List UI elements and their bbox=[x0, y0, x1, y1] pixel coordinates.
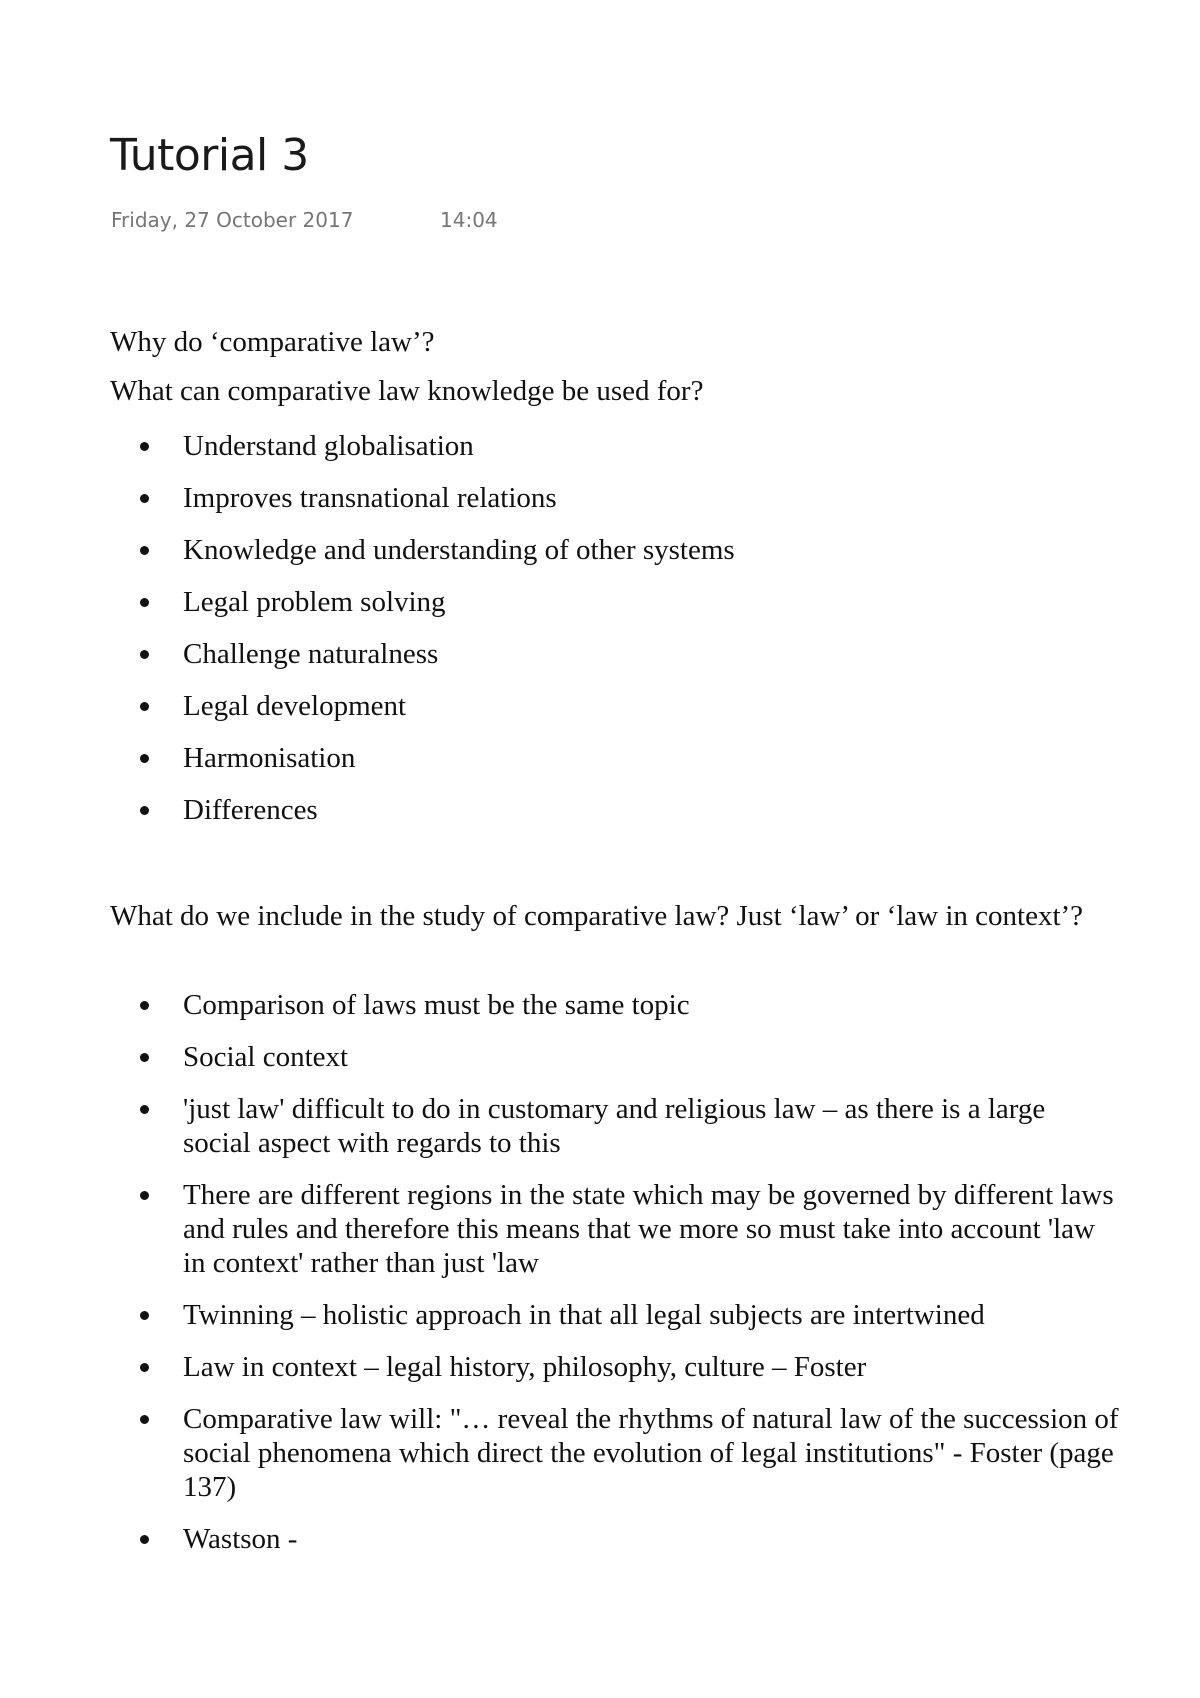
bullet-icon bbox=[140, 546, 149, 555]
bullet-icon bbox=[140, 1191, 149, 1200]
list-item bbox=[110, 1298, 1120, 1332]
list-item-text: Challenge naturalness bbox=[183, 638, 439, 670]
page-title: Tutorial 3 bbox=[110, 130, 309, 181]
list-item-text: Differences bbox=[183, 794, 318, 826]
list-item-text: Wastson - bbox=[183, 1523, 298, 1555]
list-item bbox=[110, 793, 1120, 827]
bullet-icon bbox=[140, 650, 149, 659]
list-item-text: Knowledge and understanding of other systems bbox=[183, 534, 735, 566]
bullet-icon bbox=[140, 1001, 149, 1010]
bullet-icon bbox=[140, 1311, 149, 1320]
list-item bbox=[110, 1350, 1120, 1384]
uses-bullet-list bbox=[110, 429, 1120, 845]
list-item bbox=[110, 533, 1120, 567]
list-item bbox=[110, 429, 1120, 463]
list-item bbox=[110, 1402, 1120, 1504]
bullet-icon bbox=[140, 1535, 149, 1544]
list-item bbox=[110, 741, 1120, 775]
question-uses-of-comparative-law: What can comparative law knowledge be used for? bbox=[110, 375, 704, 407]
list-item bbox=[110, 585, 1120, 619]
bullet-icon bbox=[140, 598, 149, 607]
note-time: 14:04 bbox=[440, 208, 498, 232]
bullet-icon bbox=[140, 806, 149, 815]
list-item-text: There are different regions in the state which may be governed by different laws and rules and therefore this means that we more so must take into account 'law in context' rather than just 'law bbox=[183, 1179, 1114, 1279]
list-item-text: Comparative law will: "… reveal the rhythms of natural law of the succession of social phenomena which direct the evolution of legal institutions" - Foster (page 137) bbox=[183, 1403, 1119, 1503]
question-why-comparative-law: Why do ‘comparative law’? bbox=[110, 326, 435, 358]
list-item-text: Social context bbox=[183, 1041, 349, 1073]
list-item bbox=[110, 1040, 1120, 1074]
bullet-icon bbox=[140, 1105, 149, 1114]
bullet-icon bbox=[140, 754, 149, 763]
bullet-icon bbox=[140, 1053, 149, 1062]
list-item bbox=[110, 1522, 1120, 1556]
list-item bbox=[110, 1178, 1120, 1280]
note-date: Friday, 27 October 2017 bbox=[111, 208, 354, 232]
bullet-icon bbox=[140, 702, 149, 711]
bullet-icon bbox=[140, 442, 149, 451]
list-item-text: Twinning – holistic approach in that all legal subjects are intertwined bbox=[183, 1299, 985, 1331]
list-item-text: Improves transnational relations bbox=[183, 482, 557, 514]
scope-bullet-list bbox=[110, 988, 1120, 1574]
question-scope-of-comparative-law: What do we include in the study of comparative law? Just ‘law’ or ‘law in context’? bbox=[110, 900, 1084, 932]
bullet-icon bbox=[140, 494, 149, 503]
list-item bbox=[110, 1092, 1120, 1160]
list-item-text: Legal problem solving bbox=[183, 586, 446, 618]
list-item-text: Understand globalisation bbox=[183, 430, 474, 462]
list-item-text: Law in context – legal history, philosophy, culture – Foster bbox=[183, 1351, 867, 1383]
note-timestamp bbox=[111, 208, 498, 232]
bullet-icon bbox=[140, 1415, 149, 1424]
bullet-icon bbox=[140, 1363, 149, 1372]
list-item bbox=[110, 481, 1120, 515]
list-item-text: 'just law' difficult to do in customary and religious law – as there is a large social aspect with regards to this bbox=[183, 1093, 1046, 1159]
list-item-text: Legal development bbox=[183, 690, 407, 722]
list-item bbox=[110, 988, 1120, 1022]
list-item bbox=[110, 637, 1120, 671]
list-item-text: Comparison of laws must be the same topic bbox=[183, 989, 690, 1021]
list-item-text: Harmonisation bbox=[183, 742, 356, 774]
list-item bbox=[110, 689, 1120, 723]
